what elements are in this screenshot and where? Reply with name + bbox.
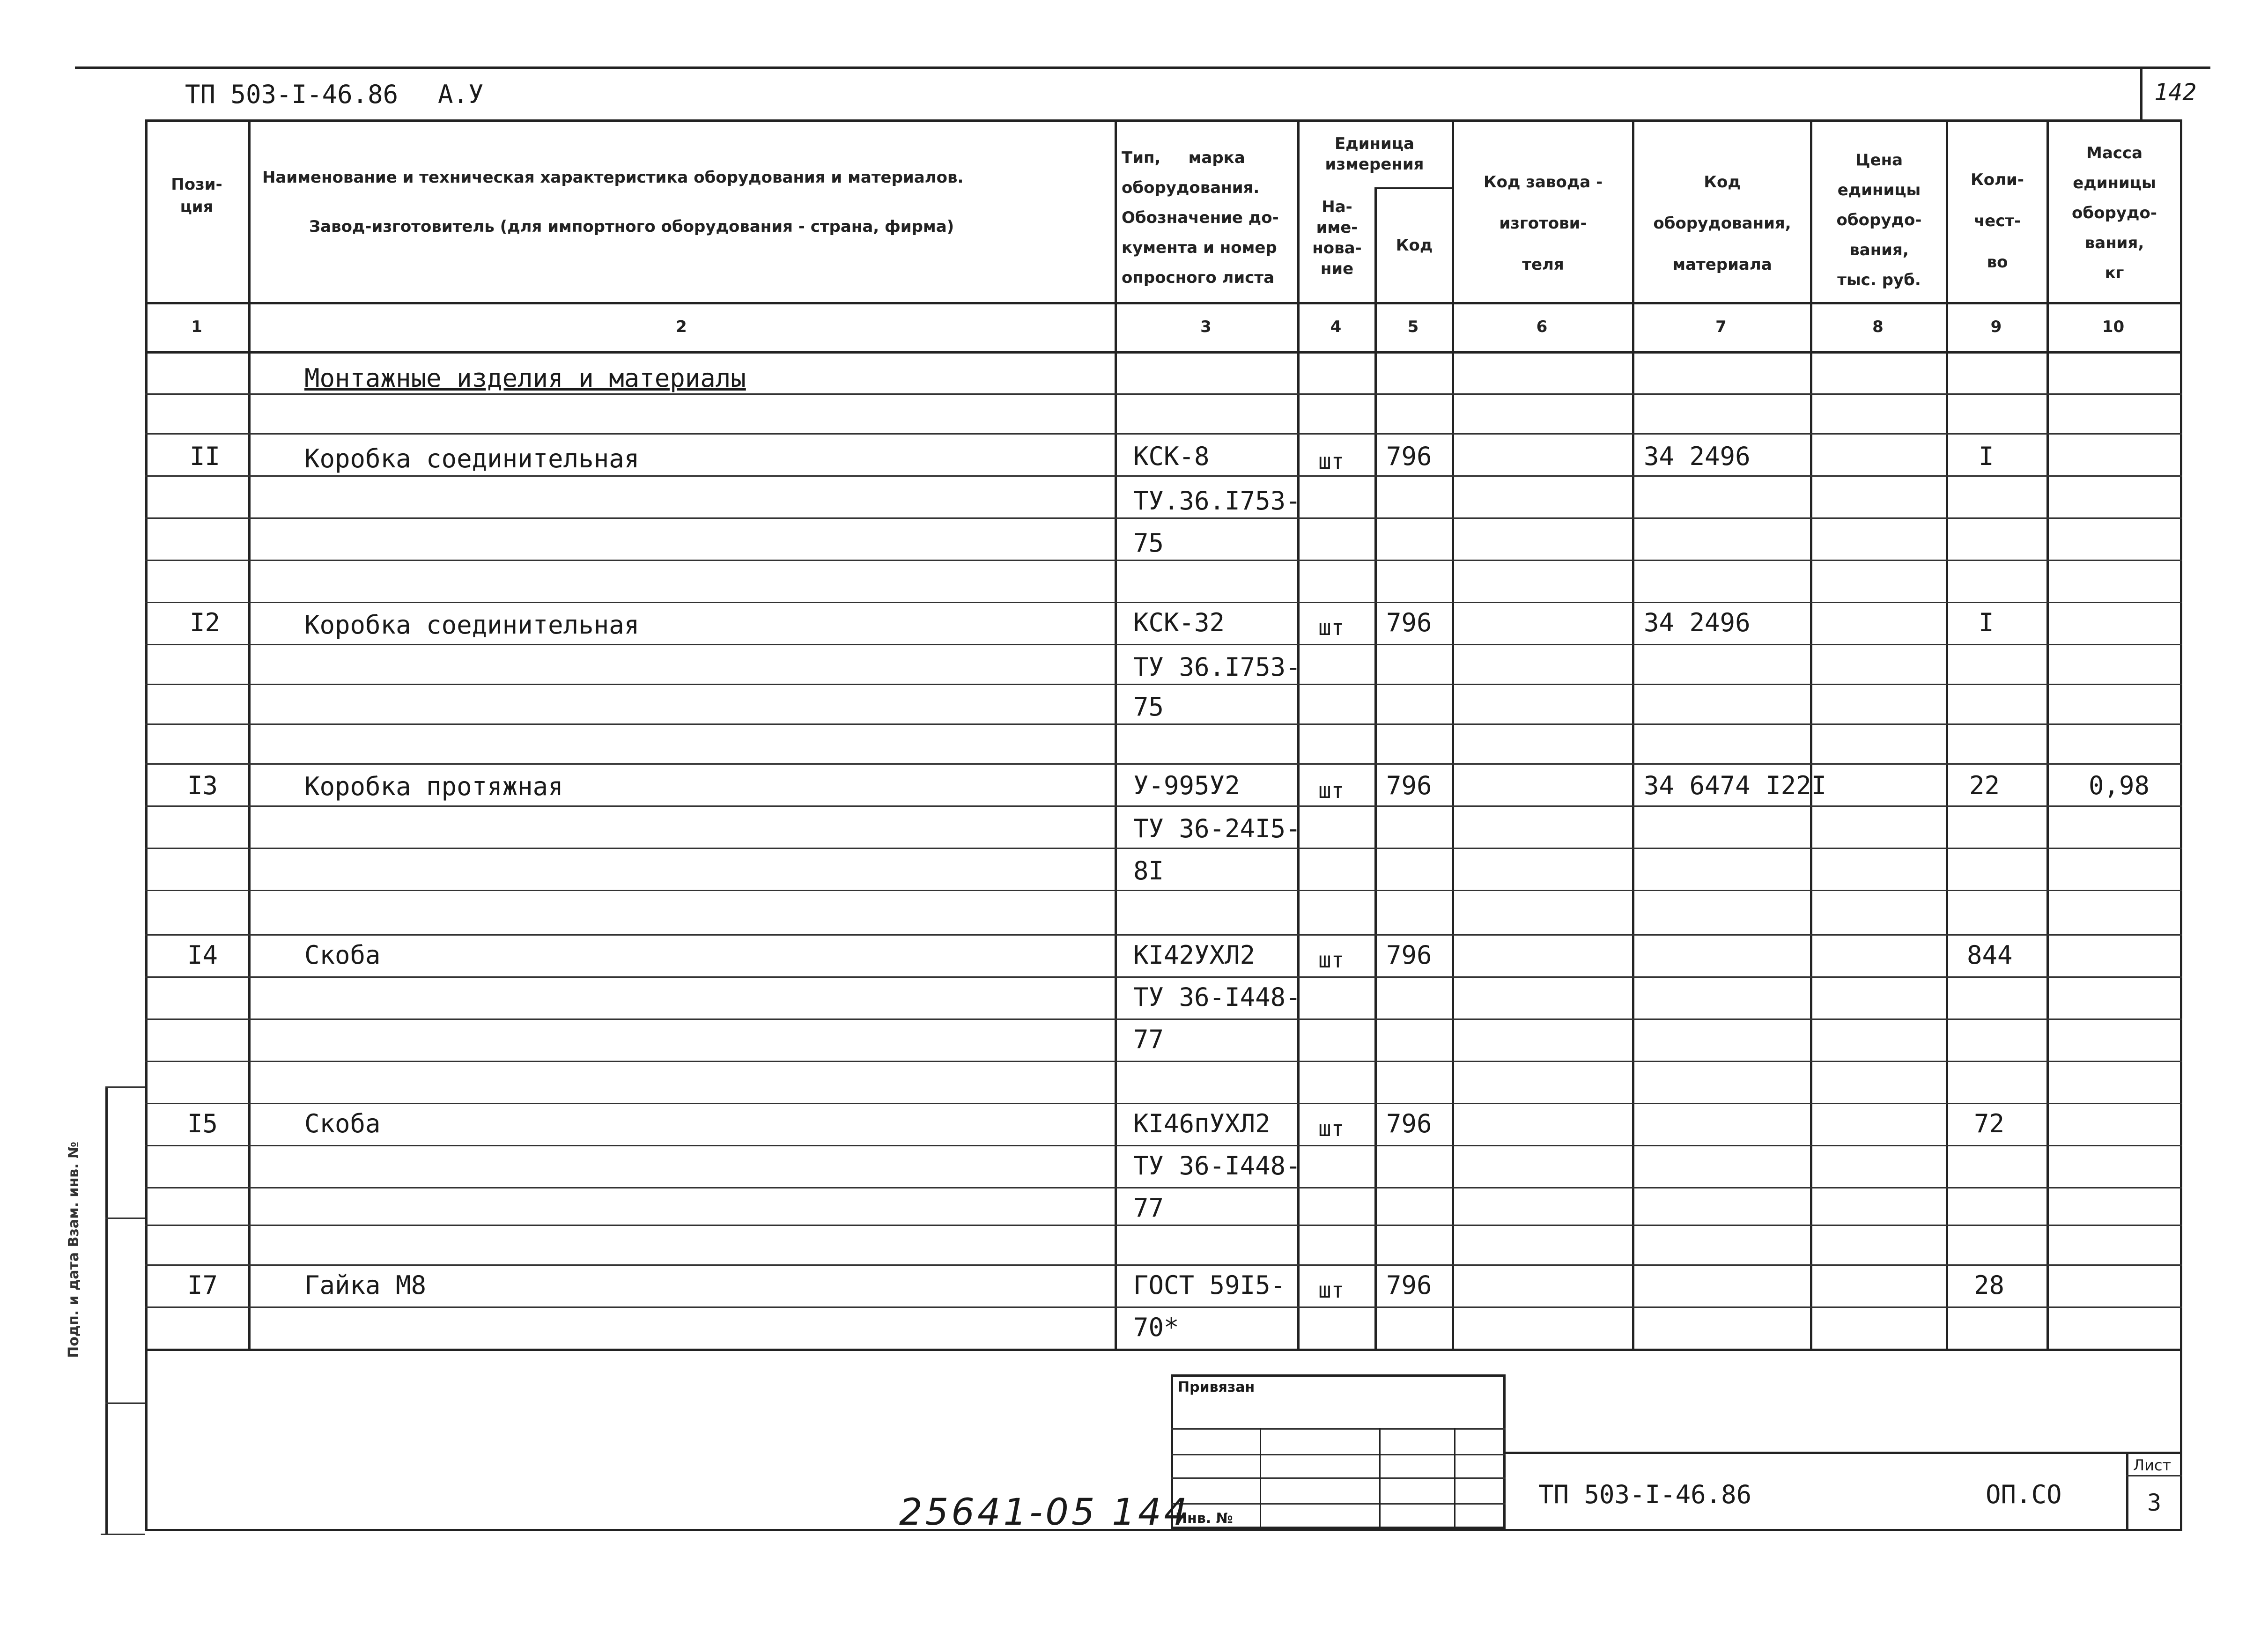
row-position: I3 bbox=[187, 771, 218, 800]
colnum-1: 1 bbox=[191, 317, 202, 336]
colnum-3: 3 bbox=[1200, 317, 1212, 336]
row-type: КСК-8 bbox=[1133, 442, 1210, 471]
colnum-5: 5 bbox=[1407, 317, 1419, 336]
stamp-doc-code: ТП 503-I-46.86 bbox=[1538, 1480, 1752, 1509]
row-unit-code: 796 bbox=[1386, 608, 1432, 637]
colnum-2: 2 bbox=[676, 317, 687, 336]
row-type-doc-cont: 77 bbox=[1133, 1025, 1164, 1054]
col1-header: Пози- ция bbox=[171, 175, 222, 216]
row-type: КI46пУХЛ2 bbox=[1133, 1109, 1271, 1138]
col2-header-line1: Наименование и техническая характеристика оборудования и материалов. bbox=[262, 168, 964, 187]
row-quantity: 72 bbox=[1974, 1109, 2005, 1138]
row-position: I2 bbox=[190, 608, 221, 637]
row-unit-code: 796 bbox=[1386, 442, 1432, 471]
privyazan-label: Привязан bbox=[1178, 1379, 1255, 1395]
row-type-doc: ТУ.36.I753- bbox=[1133, 486, 1301, 516]
row-type-doc: ТУ 36-I448- bbox=[1133, 982, 1301, 1012]
colnum-6: 6 bbox=[1536, 317, 1548, 336]
row-unit-code: 796 bbox=[1386, 1270, 1432, 1300]
row-unit: шт bbox=[1318, 615, 1345, 640]
row-unit: шт bbox=[1318, 1277, 1345, 1303]
side-stamp-labels: Подп. и дата Взам. инв. № bbox=[66, 1141, 82, 1358]
row-quantity: I bbox=[1979, 608, 1994, 637]
row-material-code: 34 2496 bbox=[1644, 442, 1751, 471]
row-type-doc: 70* bbox=[1133, 1313, 1179, 1342]
col6-header: Код завода - изготови- теля bbox=[1483, 173, 1603, 274]
handwritten-number: 25641-05 144 bbox=[899, 1491, 1190, 1534]
row-name: Коробка соединительная bbox=[304, 444, 640, 473]
row-type-doc: ТУ 36.I753- bbox=[1133, 652, 1301, 682]
row-type-doc: ТУ 36-24I5- bbox=[1133, 814, 1301, 843]
row-unit-code: 796 bbox=[1386, 940, 1432, 970]
row-name: Скоба bbox=[304, 940, 381, 970]
row-position: I4 bbox=[187, 940, 218, 970]
row-type-doc-cont: 75 bbox=[1133, 692, 1164, 722]
top-border bbox=[75, 66, 2210, 69]
row-type: КСК-32 bbox=[1133, 608, 1225, 637]
section-title: Монтажные изделия и материалы bbox=[304, 363, 746, 393]
colnum-4: 4 bbox=[1330, 317, 1342, 336]
row-name: Коробка соединительная bbox=[304, 610, 640, 640]
colnum-10: 10 bbox=[2102, 317, 2125, 336]
stamp-sheet-code: ОП.СО bbox=[1986, 1480, 2062, 1509]
row-position: I5 bbox=[187, 1109, 218, 1138]
row-type: ГОСТ 59I5- bbox=[1133, 1270, 1286, 1300]
inv-number-label: Инв. № bbox=[1175, 1510, 1233, 1527]
unit-group-header: Единица измерения bbox=[1325, 134, 1424, 174]
row-unit-code: 796 bbox=[1386, 771, 1432, 800]
row-unit: шт bbox=[1318, 778, 1345, 803]
row-quantity: 844 bbox=[1967, 940, 2013, 970]
row-type: У-995У2 bbox=[1133, 771, 1240, 800]
list-label: Лист bbox=[2133, 1456, 2172, 1474]
colnum-8: 8 bbox=[1872, 317, 1884, 336]
row-material-code: 34 2496 bbox=[1644, 608, 1751, 637]
row-type-doc-cont: 75 bbox=[1133, 528, 1164, 558]
row-type-doc-cont: 8I bbox=[1133, 856, 1164, 886]
row-type: КI42УХЛ2 bbox=[1133, 940, 1256, 970]
row-type-doc: ТУ 36-I448- bbox=[1133, 1151, 1301, 1181]
col4-header: На- име- нова- ние bbox=[1312, 198, 1362, 278]
row-mass: 0,98 bbox=[2089, 771, 2150, 800]
col10-header: Масса единицы оборудо- вания, кг bbox=[2072, 144, 2157, 282]
row-unit-code: 796 bbox=[1386, 1109, 1432, 1138]
col5-header: Код bbox=[1396, 236, 1433, 255]
col9-header: Коли- чест- во bbox=[1971, 170, 2024, 272]
row-name: Скоба bbox=[304, 1109, 381, 1138]
col2-header-line2: Завод-изготовитель (для импортного оборудования - страна, фирма) bbox=[309, 217, 954, 236]
col7-header: Код оборудования, материала bbox=[1653, 173, 1791, 274]
page-number: 142 bbox=[2154, 79, 2197, 106]
colnum-9: 9 bbox=[1990, 317, 2002, 336]
row-unit: шт bbox=[1318, 947, 1345, 973]
row-unit: шт bbox=[1318, 1116, 1345, 1141]
row-quantity: 28 bbox=[1974, 1270, 2005, 1300]
row-name: Гайка М8 bbox=[304, 1270, 427, 1300]
doc-code-header: ТП 503-I-46.86 bbox=[185, 80, 399, 109]
row-type-doc-cont: 77 bbox=[1133, 1193, 1164, 1223]
row-quantity: I bbox=[1979, 442, 1994, 471]
row-unit: шт bbox=[1318, 449, 1345, 474]
col8-header: Цена единицы оборудо- вания, тыс. руб. bbox=[1836, 151, 1922, 289]
row-name: Коробка протяжная bbox=[304, 772, 563, 801]
row-quantity: 22 bbox=[1969, 771, 2000, 800]
row-material-code: 34 6474 I22I bbox=[1644, 771, 1827, 800]
col3-header: Тип, марка оборудования. Обозначение до- кумента и номер опросного листа bbox=[1122, 148, 1279, 287]
row-position: II bbox=[190, 442, 221, 471]
row-position: I7 bbox=[187, 1270, 218, 1300]
list-number: 3 bbox=[2147, 1489, 2162, 1516]
section-code: А.У bbox=[438, 80, 484, 109]
colnum-7: 7 bbox=[1715, 317, 1727, 336]
